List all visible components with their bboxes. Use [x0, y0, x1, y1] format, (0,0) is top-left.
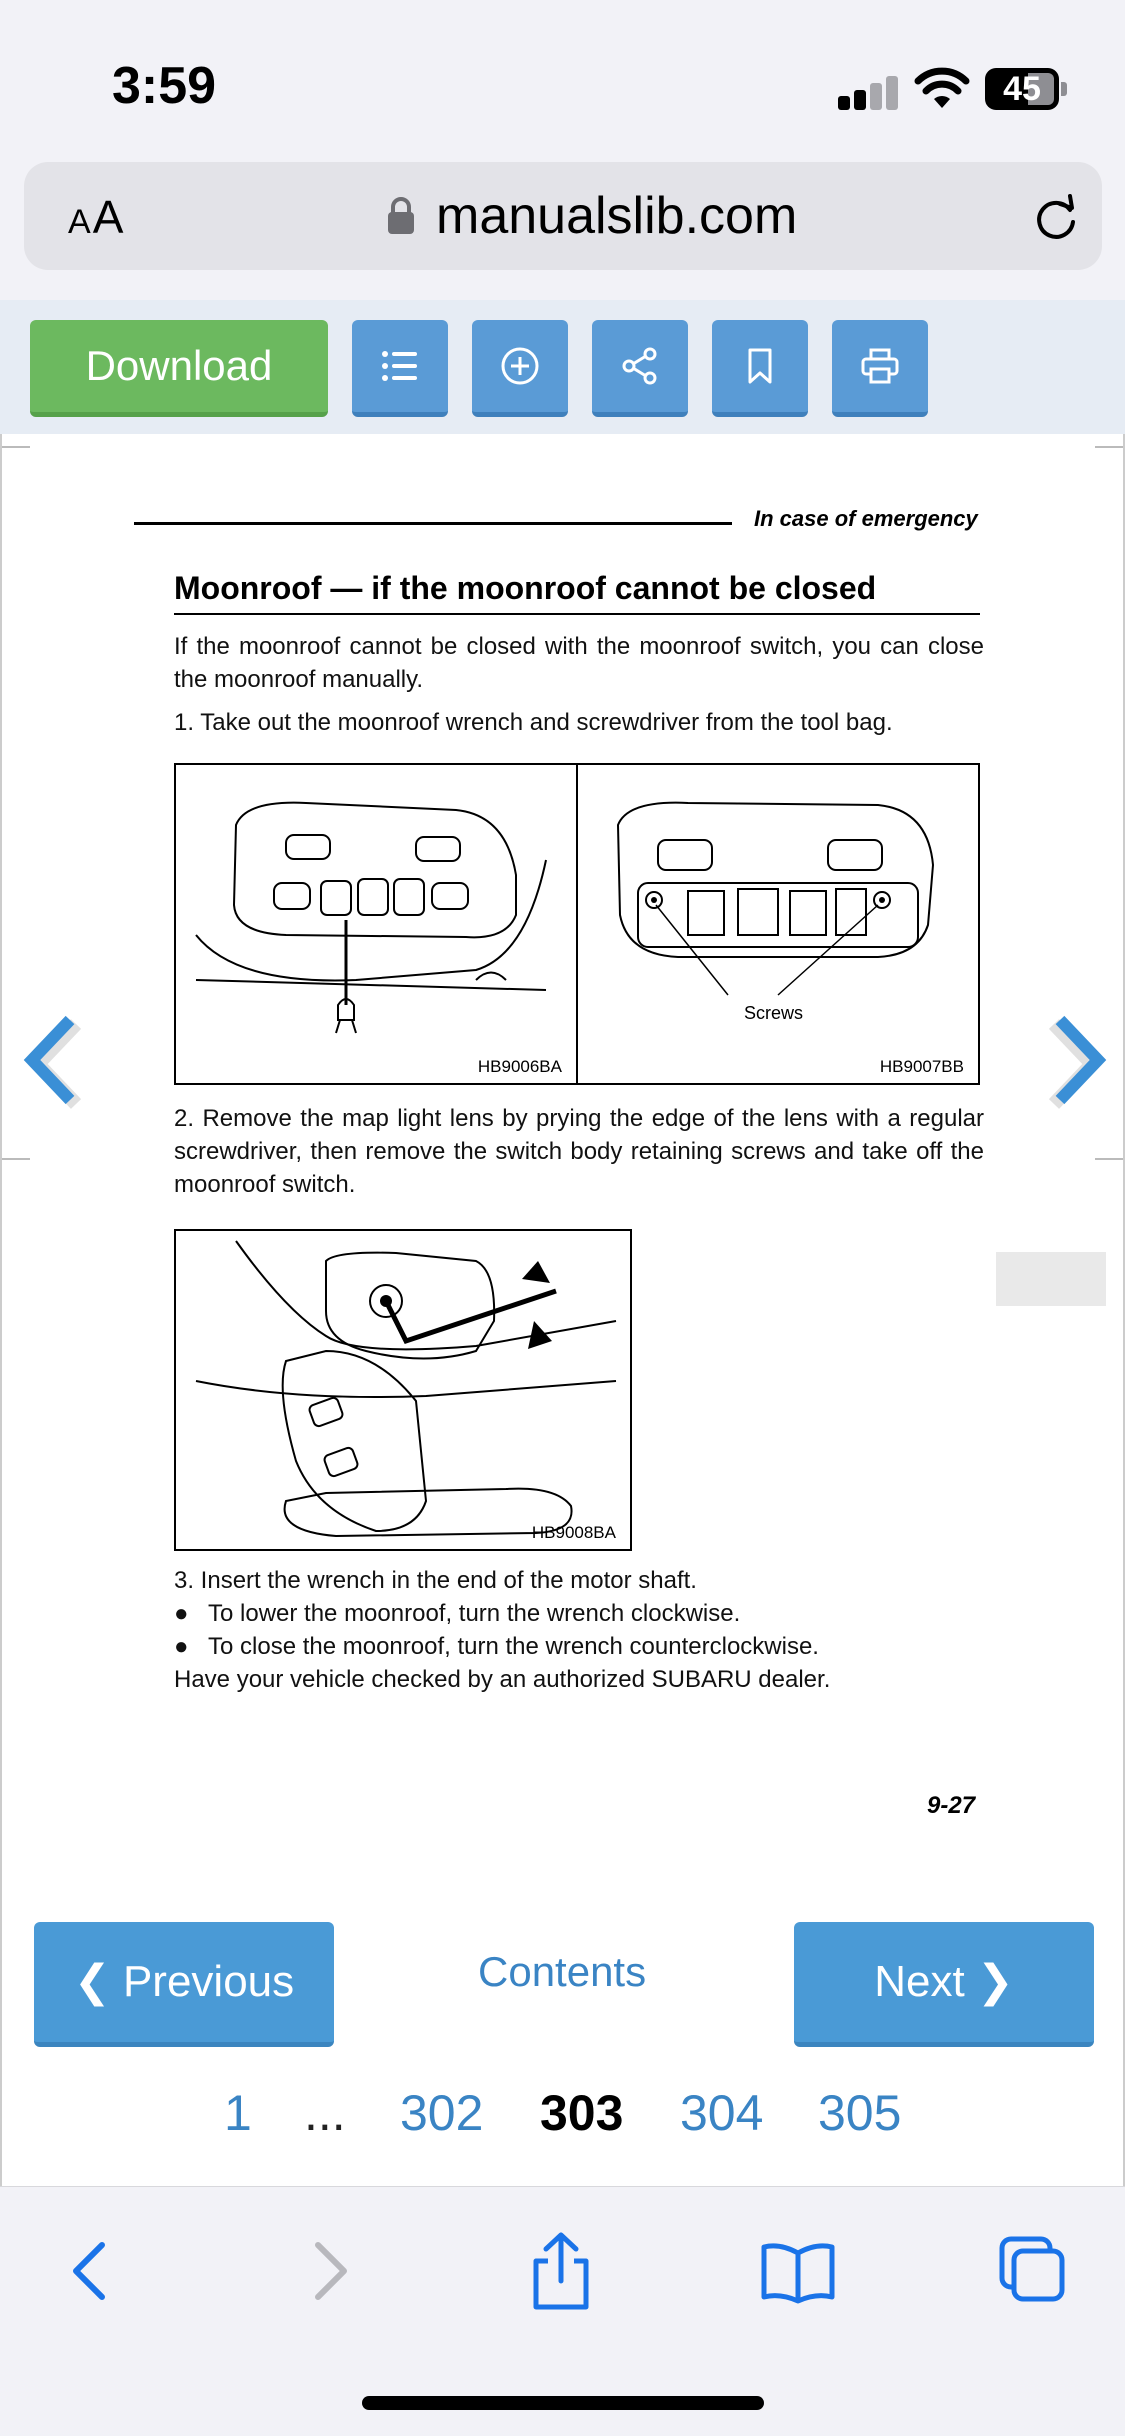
address-bar[interactable] — [24, 162, 1102, 270]
previous-page-arrow-icon[interactable] — [20, 1010, 90, 1110]
page-edge-mark — [2, 446, 30, 448]
contents-link[interactable]: Contents — [478, 1948, 647, 1995]
plus-circle-icon — [500, 346, 540, 386]
chevron-right-icon: ❯ — [964, 1957, 1014, 2006]
add-to-list-button[interactable] — [472, 320, 568, 417]
manual-toolbar — [0, 300, 1125, 434]
url-text[interactable]: manualslib.com — [436, 187, 798, 245]
status-bar — [0, 0, 1125, 150]
figure-code: HB9006BA — [477, 1057, 562, 1076]
pagination-ellipsis: ... — [304, 2085, 346, 2141]
screws-callout: Screws — [744, 1003, 804, 1023]
back-icon[interactable] — [64, 2239, 114, 2303]
download-button[interactable]: Download — [30, 320, 328, 417]
figure-wrench-insertion — [174, 1229, 632, 1551]
bookmarks-icon[interactable] — [760, 2239, 836, 2305]
forward-icon[interactable] — [306, 2239, 356, 2303]
bullet-icon: ● — [174, 1600, 189, 1627]
reader-options-button[interactable]: AA — [68, 191, 126, 243]
printer-icon — [860, 346, 900, 386]
manual-page-viewer[interactable] — [0, 434, 1125, 2186]
bullet-item: ● To lower the moonroof, turn the wrench clockwise. — [174, 1597, 984, 1630]
page-link-304[interactable]: 304 — [680, 2085, 764, 2141]
closing-note: Have your vehicle checked by an authorized SUBARU dealer. — [174, 1666, 831, 1693]
intro-paragraph: If the moonroof cannot be closed with the moonroof switch, you can close the moonroof manually. — [174, 633, 984, 693]
current-page: 303 — [540, 2085, 624, 2141]
side-placeholder — [996, 1252, 1106, 1306]
page-link-305[interactable]: 305 — [818, 2085, 902, 2141]
lock-icon — [386, 196, 416, 236]
section-header: In case of emergency — [754, 506, 978, 531]
print-button[interactable] — [832, 320, 928, 417]
bullet-item: ● To close the moonroof, turn the wrench counterclockwise. — [174, 1630, 984, 1663]
page-edge-mark — [1095, 446, 1123, 448]
page-edge-mark — [2, 1158, 30, 1160]
share-icon — [620, 346, 660, 386]
printed-page-number: 9-27 — [927, 1792, 976, 1819]
next-button[interactable]: Next ❯ — [794, 1922, 1094, 2047]
ceiling-console-illustration — [176, 765, 576, 1083]
wifi-icon — [914, 66, 970, 110]
figure-console-screws — [576, 763, 980, 1085]
home-indicator — [362, 2396, 764, 2410]
bookmark-button[interactable] — [712, 320, 808, 417]
console-screws-illustration — [578, 765, 978, 1083]
page-edge-mark — [1095, 1158, 1123, 1160]
share-icon[interactable] — [528, 2231, 594, 2311]
page-title: Moonroof — if the moonroof cannot be closed — [174, 570, 980, 615]
step-3: 3. Insert the wrench in the end of the motor shaft. — [174, 1567, 697, 1594]
figure-ceiling-console — [174, 763, 578, 1085]
reload-icon[interactable] — [1030, 192, 1082, 244]
next-page-arrow-icon[interactable] — [1042, 1010, 1112, 1110]
battery-icon — [985, 68, 1067, 110]
figure-code: HB9008BA — [531, 1523, 616, 1542]
pagination — [2, 2084, 1125, 2154]
chevron-left-icon: ❮ — [73, 1957, 123, 2006]
bullet-icon: ● — [174, 1633, 189, 1660]
header-rule — [134, 522, 732, 525]
previous-button[interactable]: ❮ Previous — [34, 1922, 334, 2047]
bookmark-icon — [740, 346, 780, 386]
page-link-302[interactable]: 302 — [400, 2085, 484, 2141]
wrench-insertion-illustration — [176, 1231, 630, 1549]
table-of-contents-button[interactable] — [352, 320, 448, 417]
battery-level: 45 — [1003, 70, 1041, 108]
step-2: 2. Remove the map light lens by prying the edge of the lens with a regular screwdriver, then remove the switch body retaining screws and take off the moonroof switch. — [174, 1105, 984, 1198]
status-time: 3:59 — [112, 57, 217, 115]
tabs-icon[interactable] — [996, 2233, 1068, 2305]
figure-code: HB9007BB — [879, 1057, 964, 1076]
list-icon — [380, 346, 420, 386]
page-link-1[interactable]: 1 — [224, 2085, 252, 2141]
cellular-signal-icon — [838, 76, 900, 110]
step-1: 1. Take out the moonroof wrench and screwdriver from the tool bag. — [174, 709, 893, 736]
share-button[interactable] — [592, 320, 688, 417]
